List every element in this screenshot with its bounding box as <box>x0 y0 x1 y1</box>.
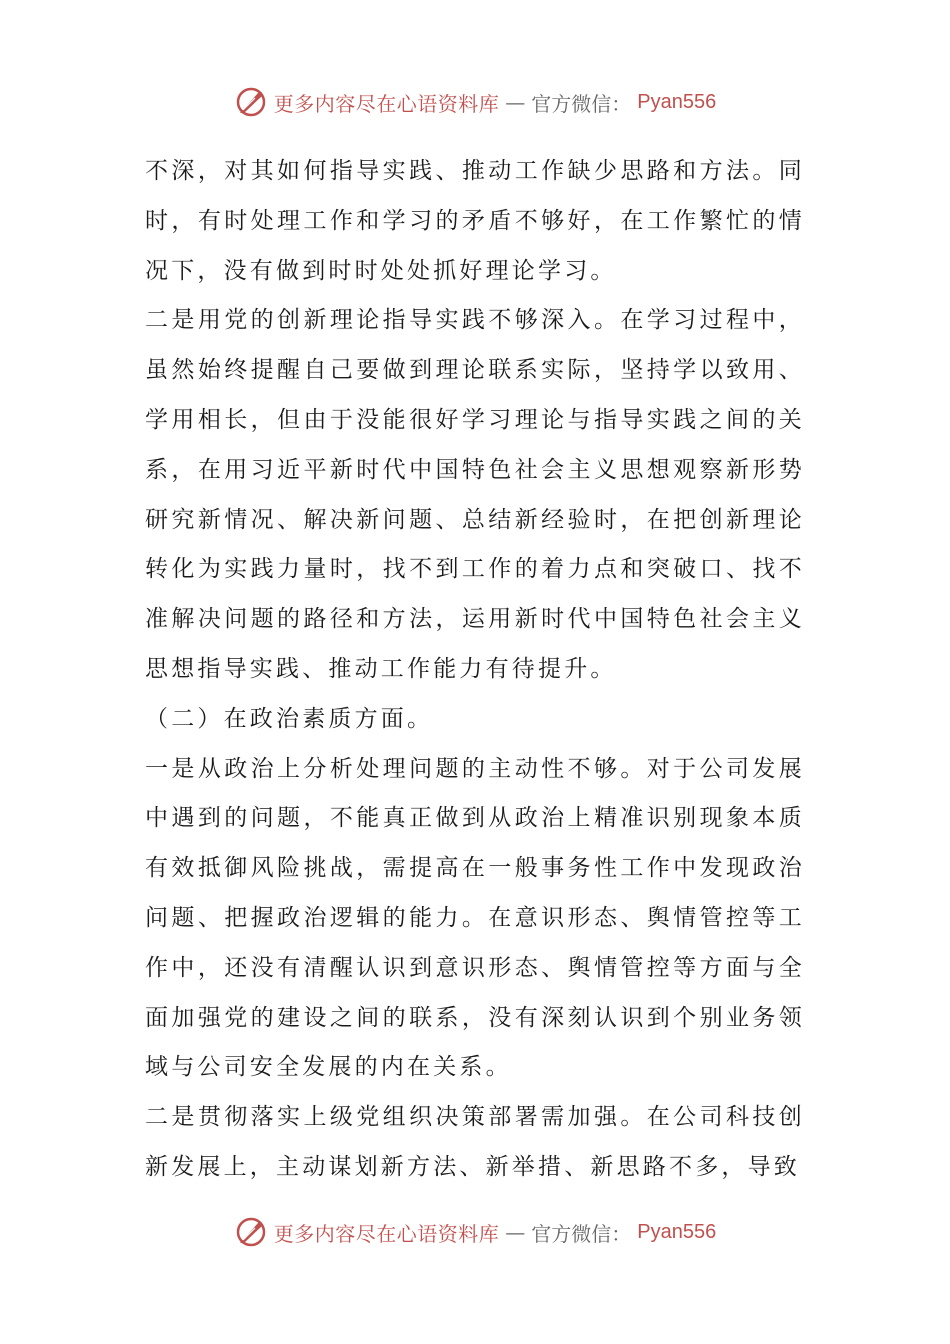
banner-dash: — <box>505 90 526 114</box>
banner-dash: — <box>505 1220 526 1244</box>
banner-wechat-id: Pyan556 <box>637 1220 717 1243</box>
quill-logo-icon <box>234 85 268 119</box>
banner-sub-text: 官方微信： <box>531 1221 632 1246</box>
banner-sub-text: 官方微信： <box>531 91 632 116</box>
paragraph: 二是用党的创新理论指导实践不够深入。在学习过程中，虽然始终提醒自己要做到理论联系实际，坚持学以致用、学用相长，但由于没能很好学习理论与指导实践之间的关系，在用习近平新时代中国特色社会主义思想观察新形势研究新情况、解决新问题、总结新经验时，在把创新理论转化为实践力量时，找不到工作的着力点和突破口、找不准解决问题的路径和方法，运用新时代中国特色社会主义思想指导实践、推动工作能力有待提升。 <box>145 307 805 682</box>
banner-main-text: 更多内容尽在心语资料库 <box>273 91 500 116</box>
document-body <box>145 147 805 1193</box>
header-banner <box>0 82 950 122</box>
paragraph: 二是贯彻落实上级党组织决策部署需加强。在公司科技创新发展上，主动谋划新方法、新举措、新思路不多，导致 <box>145 1104 805 1180</box>
footer-banner <box>0 1212 950 1252</box>
section-heading: （二）在政治素质方面。 <box>145 705 434 732</box>
paragraph: 不深，对其如何指导实践、推动工作缺少思路和方法。同时，有时处理工作和学习的矛盾不够好，在工作繁忙的情况下，没有做到时时处处抓好理论学习。 <box>145 158 805 284</box>
banner-wechat-id: Pyan556 <box>637 90 717 113</box>
banner-main-text: 更多内容尽在心语资料库 <box>273 1221 500 1246</box>
quill-logo-icon <box>234 1215 268 1249</box>
paragraph: 一是从政治上分析处理问题的主动性不够。对于公司发展中遇到的问题，不能真正做到从政治上精准识别现象本质有效抵御风险挑战，需提高在一般事务性工作中发现政治问题、把握政治逻辑的能力。在意识形态、舆情管控等工作中，还没有清醒认识到意识形态、舆情管控等方面与全面加强党的建设之间的联系，没有深刻认识到个别业务领域与公司安全发展的内在关系。 <box>145 755 805 1081</box>
